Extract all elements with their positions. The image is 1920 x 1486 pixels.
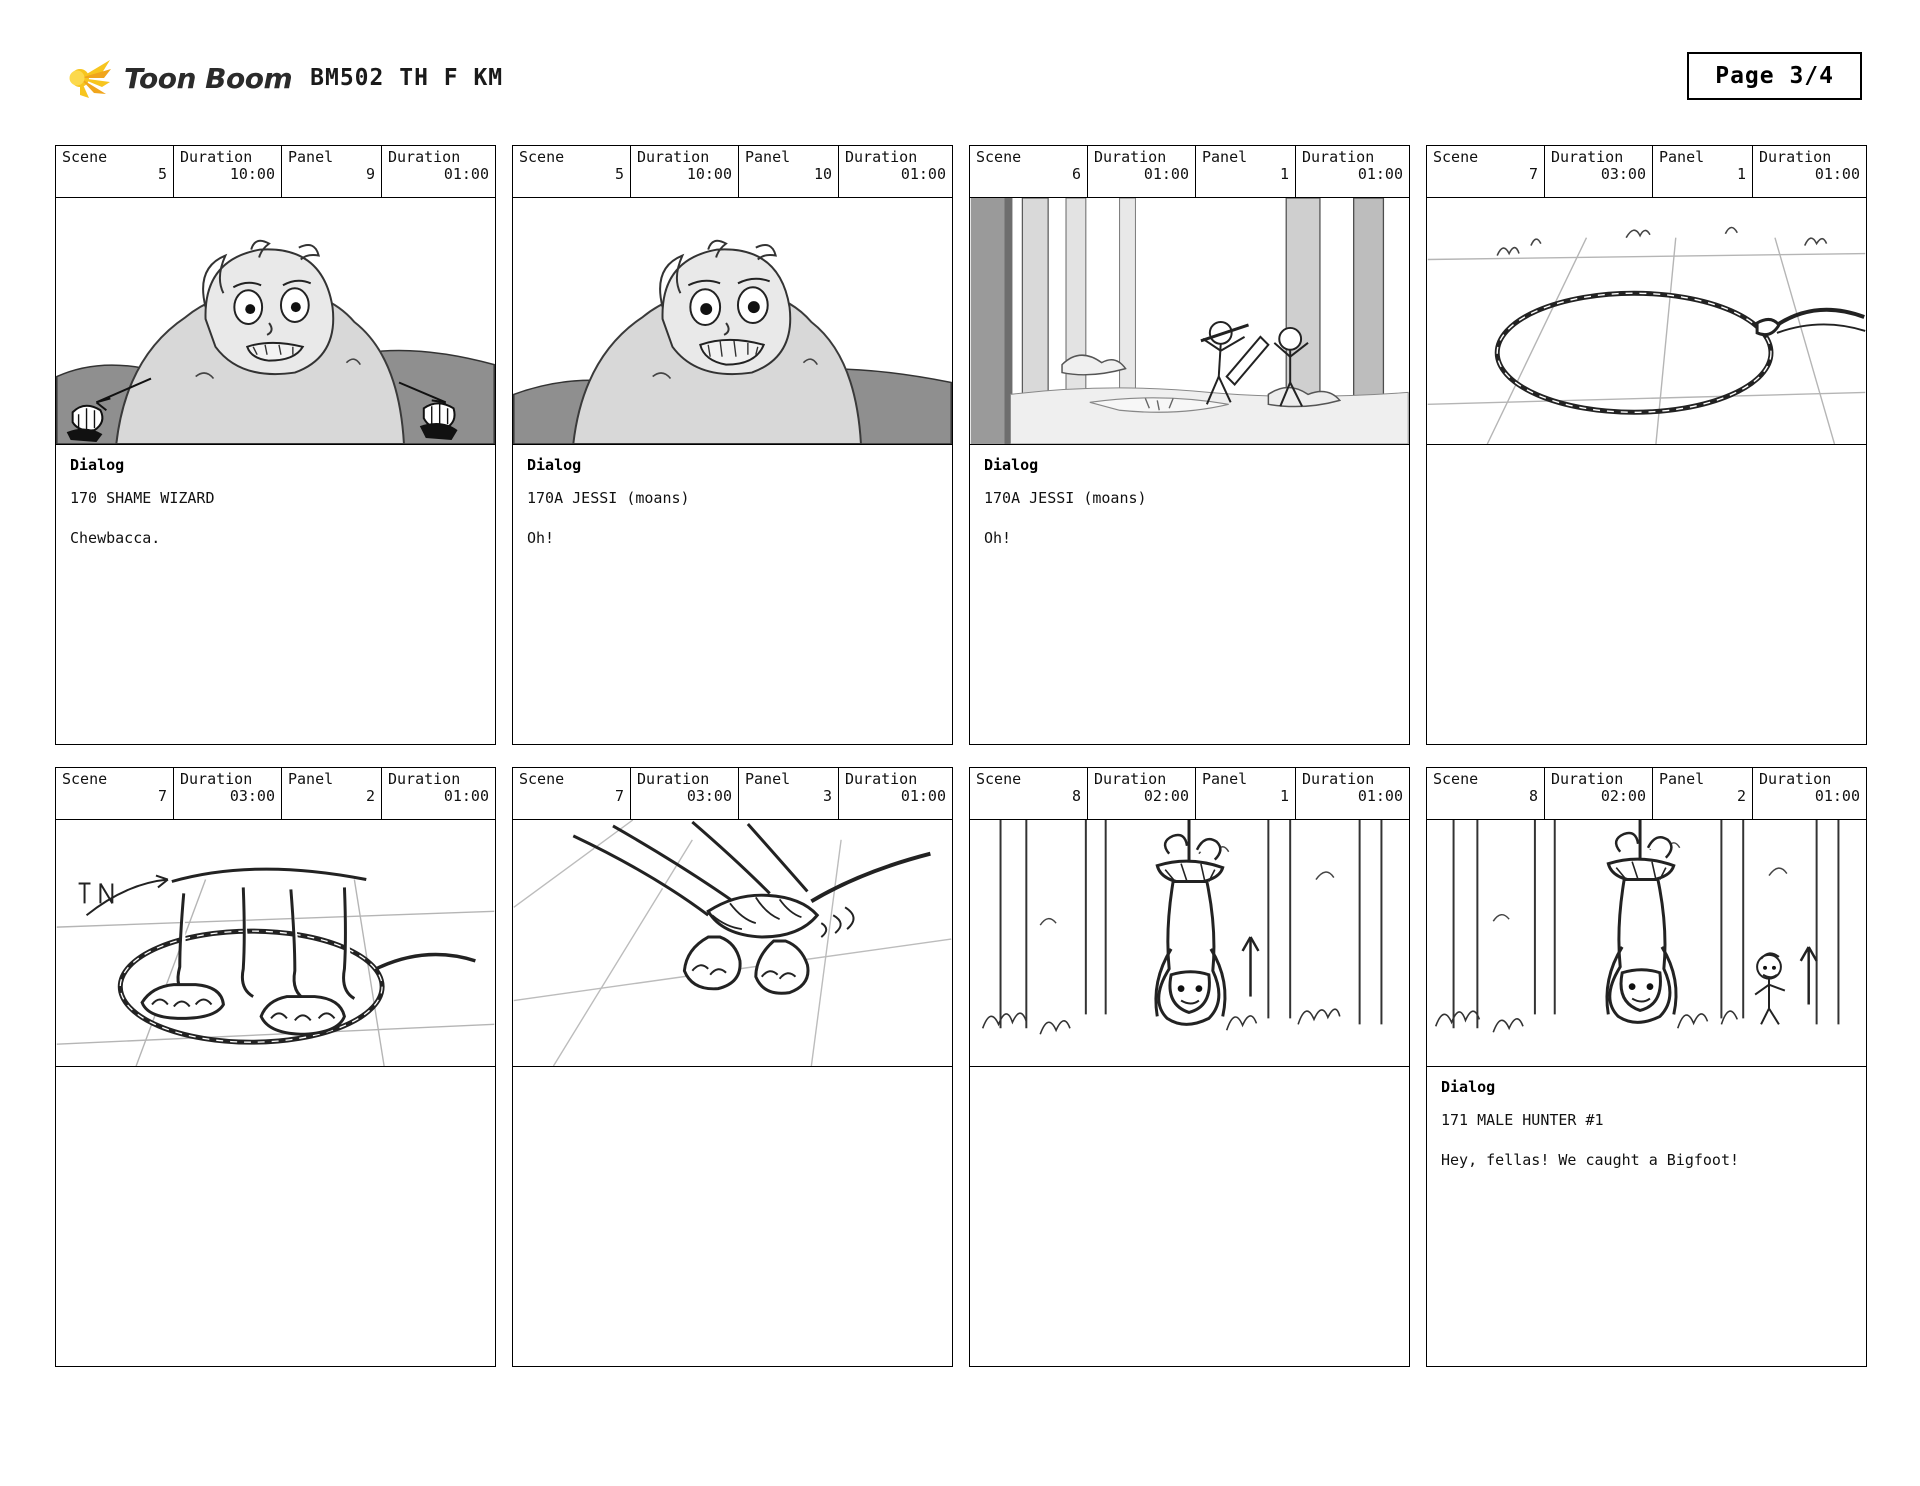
scene-duration-column — [1088, 146, 1196, 197]
panel-artwork — [1426, 819, 1867, 1067]
storyboard-cell — [512, 145, 953, 745]
panel-duration-column — [382, 146, 495, 197]
panel-artwork — [512, 819, 953, 1067]
scene-column — [1427, 146, 1545, 197]
scene-label: Scene — [519, 770, 565, 788]
scene-duration-value: 03:00 — [686, 787, 732, 806]
scene-value: 7 — [1528, 165, 1538, 184]
dialog-box — [512, 445, 953, 745]
scene-column — [513, 768, 631, 819]
scene-value: 8 — [1528, 787, 1538, 806]
panel-column — [282, 146, 382, 197]
panel-duration-value: 01:00 — [1357, 165, 1403, 184]
storyboard-cell — [969, 767, 1410, 1367]
panel-info-table — [512, 145, 953, 197]
panel-column — [1653, 768, 1753, 819]
dialog-cue: 170 SHAME WIZARD — [70, 489, 215, 508]
scene-duration-column — [1088, 768, 1196, 819]
panel-artwork — [512, 197, 953, 445]
panel-artwork — [969, 197, 1410, 445]
document-title: BM502 TH F KM — [310, 65, 504, 91]
dialog-cue: 170A JESSI (moans) — [984, 489, 1147, 508]
scene-column — [1427, 768, 1545, 819]
brand-logo — [58, 57, 292, 99]
panel-artwork — [55, 819, 496, 1067]
duration-label: Duration — [1551, 148, 1624, 166]
scene-label: Scene — [976, 770, 1022, 788]
scene-duration-value: 02:00 — [1600, 787, 1646, 806]
scene-label: Scene — [62, 770, 108, 788]
panel-info-table — [969, 767, 1410, 819]
dialog-cue: 170A JESSI (moans) — [527, 489, 690, 508]
scene-duration-value: 10:00 — [686, 165, 732, 184]
panel-column — [1196, 146, 1296, 197]
dialog-line: Oh! — [984, 528, 1012, 547]
panel-duration-value: 01:00 — [443, 787, 489, 806]
duration-label: Duration — [180, 148, 253, 166]
duration-label: Duration — [637, 148, 710, 166]
panel-label: Panel — [1659, 148, 1705, 166]
dialog-heading: Dialog — [1441, 1078, 1496, 1096]
panel-row — [55, 767, 1865, 1367]
brand-logo-text: Toon Boom — [124, 61, 293, 95]
scene-label: Scene — [519, 148, 565, 166]
duration-label: Duration — [845, 770, 918, 788]
scene-column — [513, 146, 631, 197]
panel-label: Panel — [745, 770, 791, 788]
panel-duration-value: 01:00 — [900, 787, 946, 806]
scene-duration-column — [174, 768, 282, 819]
panel-artwork — [1426, 197, 1867, 445]
panel-duration-column — [1296, 146, 1409, 197]
panel-column — [282, 768, 382, 819]
panel-duration-value: 01:00 — [900, 165, 946, 184]
scene-column — [56, 146, 174, 197]
scene-column — [970, 146, 1088, 197]
scene-duration-value: 03:00 — [229, 787, 275, 806]
panel-column — [1653, 146, 1753, 197]
dialog-line: Hey, fellas! We caught a Bigfoot! — [1441, 1150, 1740, 1169]
scene-label: Scene — [1433, 770, 1479, 788]
panel-column — [1196, 768, 1296, 819]
panel-value: 9 — [365, 165, 375, 184]
scene-value: 6 — [1071, 165, 1081, 184]
panel-column — [739, 146, 839, 197]
dialog-line: Oh! — [527, 528, 555, 547]
panel-duration-value: 01:00 — [1814, 165, 1860, 184]
storyboard-cell — [55, 767, 496, 1367]
scene-value: 7 — [614, 787, 624, 806]
panel-info-table — [512, 767, 953, 819]
dialog-box — [55, 1067, 496, 1367]
scene-duration-column — [631, 146, 739, 197]
scene-label: Scene — [1433, 148, 1479, 166]
panel-label: Panel — [745, 148, 791, 166]
scene-duration-column — [1545, 768, 1653, 819]
scene-label: Scene — [62, 148, 108, 166]
scene-value: 5 — [614, 165, 624, 184]
storyboard-cell — [55, 145, 496, 745]
panel-info-table — [1426, 145, 1867, 197]
dialog-box — [55, 445, 496, 745]
scene-value: 5 — [157, 165, 167, 184]
panel-duration-value: 01:00 — [443, 165, 489, 184]
panel-info-table — [55, 145, 496, 197]
panel-value: 1 — [1279, 165, 1289, 184]
panel-value: 3 — [822, 787, 832, 806]
panel-duration-column — [1296, 768, 1409, 819]
duration-label: Duration — [1094, 770, 1167, 788]
storyboard-cell — [512, 767, 953, 1367]
scene-column — [56, 768, 174, 819]
page-number-badge: Page 3/4 — [1687, 52, 1862, 100]
scene-duration-value: 01:00 — [1143, 165, 1189, 184]
panel-duration-column — [382, 768, 495, 819]
dialog-heading: Dialog — [70, 456, 125, 474]
panel-row — [55, 145, 1865, 745]
duration-label: Duration — [1302, 770, 1375, 788]
panel-duration-column — [839, 146, 952, 197]
scene-duration-column — [1545, 146, 1653, 197]
panel-duration-column — [839, 768, 952, 819]
panel-value: 2 — [365, 787, 375, 806]
dialog-cue: 171 MALE HUNTER #1 — [1441, 1111, 1604, 1130]
scene-label: Scene — [976, 148, 1022, 166]
panel-column — [739, 768, 839, 819]
scene-duration-value: 10:00 — [229, 165, 275, 184]
duration-label: Duration — [845, 148, 918, 166]
duration-label: Duration — [1551, 770, 1624, 788]
scene-value: 7 — [157, 787, 167, 806]
panel-value: 1 — [1279, 787, 1289, 806]
dialog-box — [969, 1067, 1410, 1367]
panel-info-table — [969, 145, 1410, 197]
panel-value: 2 — [1736, 787, 1746, 806]
toon-boom-sun-icon — [58, 57, 114, 99]
storyboard-cell — [1426, 767, 1867, 1367]
dialog-heading: Dialog — [984, 456, 1039, 474]
duration-label: Duration — [1759, 148, 1832, 166]
dialog-box — [969, 445, 1410, 745]
panel-artwork — [969, 819, 1410, 1067]
duration-label: Duration — [388, 148, 461, 166]
dialog-heading: Dialog — [527, 456, 582, 474]
scene-value: 8 — [1071, 787, 1081, 806]
scene-duration-value: 03:00 — [1600, 165, 1646, 184]
storyboard-cell — [969, 145, 1410, 745]
panel-grid — [55, 145, 1865, 1367]
scene-duration-column — [174, 146, 282, 197]
duration-label: Duration — [1302, 148, 1375, 166]
panel-artwork — [55, 197, 496, 445]
panel-duration-column — [1753, 768, 1866, 819]
scene-duration-value: 02:00 — [1143, 787, 1189, 806]
duration-label: Duration — [1094, 148, 1167, 166]
panel-duration-value: 01:00 — [1814, 787, 1860, 806]
duration-label: Duration — [180, 770, 253, 788]
page-header — [58, 52, 1862, 104]
panel-value: 1 — [1736, 165, 1746, 184]
duration-label: Duration — [388, 770, 461, 788]
duration-label: Duration — [637, 770, 710, 788]
panel-label: Panel — [1202, 148, 1248, 166]
panel-label: Panel — [288, 770, 334, 788]
panel-info-table — [55, 767, 496, 819]
panel-info-table — [1426, 767, 1867, 819]
panel-label: Panel — [288, 148, 334, 166]
panel-label: Panel — [1202, 770, 1248, 788]
dialog-box — [1426, 1067, 1867, 1367]
storyboard-cell — [1426, 145, 1867, 745]
scene-column — [970, 768, 1088, 819]
panel-label: Panel — [1659, 770, 1705, 788]
dialog-line: Chewbacca. — [70, 528, 161, 547]
duration-label: Duration — [1759, 770, 1832, 788]
panel-duration-value: 01:00 — [1357, 787, 1403, 806]
panel-duration-column — [1753, 146, 1866, 197]
dialog-box — [1426, 445, 1867, 745]
dialog-box — [512, 1067, 953, 1367]
panel-value: 10 — [813, 165, 832, 184]
scene-duration-column — [631, 768, 739, 819]
